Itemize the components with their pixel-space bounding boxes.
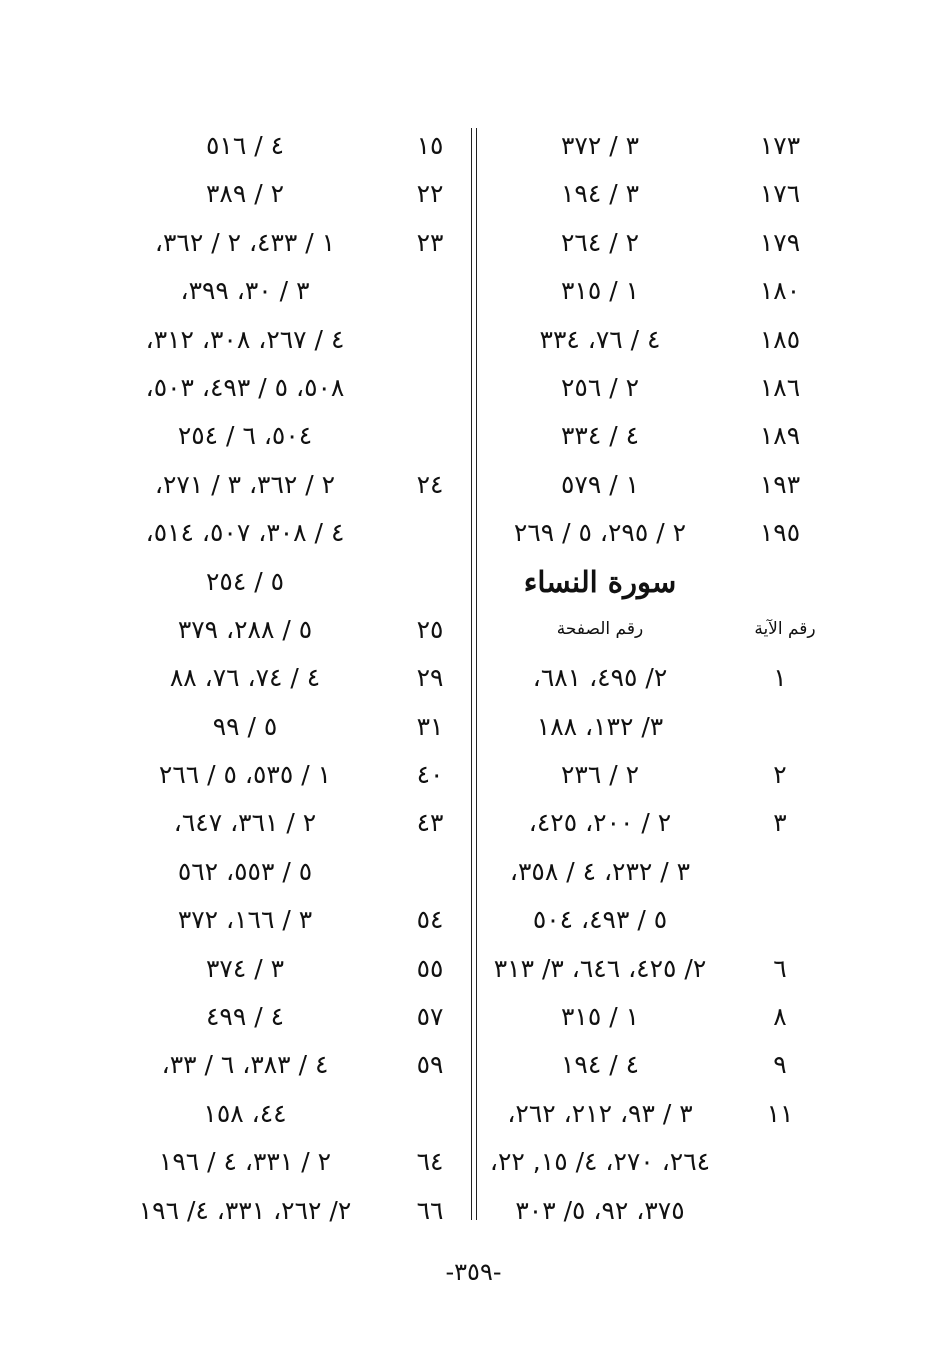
index-row (490, 1044, 820, 1092)
surah-title: سورة النساء (523, 564, 677, 599)
verse-number: ٥٤ (416, 905, 444, 935)
index-row (490, 948, 820, 996)
left-column (130, 125, 460, 1238)
page-reference: ٥ / ٥٥٣، ٥٦٢ (177, 856, 313, 886)
page-number: -٣٥٩- (445, 1258, 502, 1286)
page-reference: ١ / ٥٧٩ (560, 469, 640, 499)
page-reference: ٢/ ٤٢٥، ٦٤٦، ٣/ ٣١٣ (493, 953, 707, 983)
column-divider (471, 128, 477, 1220)
index-row (490, 996, 820, 1044)
page-reference: ٣/ ١٣٢، ١٨٨ (536, 711, 664, 741)
index-row (130, 802, 460, 850)
page-reference: ٣ / ٣٧٤ (205, 953, 285, 983)
verse-number: ٢٢ (416, 179, 444, 209)
verse-number: ٩ (773, 1050, 787, 1080)
header-page-number: رقم الصفحة (556, 618, 644, 639)
page-reference: ٤ / ٣٣٤ (560, 421, 640, 451)
page-reference: ٥ / ٢٨٨، ٣٧٩ (177, 614, 313, 644)
page-reference: ١ / ٥٣٥، ٥ / ٢٦٦ (158, 760, 332, 790)
index-row (130, 173, 460, 221)
verse-number: ٥٩ (416, 1050, 444, 1080)
verse-number: ٣١ (416, 711, 444, 741)
index-row (130, 706, 460, 754)
verse-number: ١١ (766, 1098, 794, 1128)
verse-number: ٥٧ (416, 1002, 444, 1032)
verse-number: ٢٥ (416, 614, 444, 644)
column-header-row (490, 609, 820, 657)
index-row (130, 367, 460, 415)
verse-number: ١ (773, 663, 787, 693)
index-row (130, 609, 460, 657)
verse-number: ١٧٣ (759, 131, 801, 160)
page-reference: ٣٧٥، ٩٢، ٥/ ٣٠٣ (515, 1195, 685, 1225)
index-row (490, 1093, 820, 1141)
index-row (130, 512, 460, 560)
index-row (490, 319, 820, 367)
verse-number: ٤٣ (416, 808, 444, 838)
page-reference: ٢/ ٤٩٥، ٦٨١، (532, 663, 668, 693)
verse-number: ٥٥ (416, 953, 444, 983)
index-row (130, 1044, 460, 1092)
page-reference: ٤ / ٢٦٧، ٣٠٨، ٣١٢، (145, 324, 345, 354)
page-reference: ٣ / ٩٣، ٢١٢، ٢٦٢، (507, 1098, 693, 1128)
verse-number: ١٨٥ (759, 324, 801, 354)
index-row (130, 948, 460, 996)
index-row (490, 657, 820, 705)
page-reference: ١ / ٣١٥ (560, 276, 640, 306)
index-row (490, 512, 820, 560)
index-row (130, 222, 460, 270)
index-row (130, 464, 460, 512)
page-reference: ٢ / ٣٣١، ٤ / ١٩٦ (158, 1147, 332, 1177)
index-row (490, 1141, 820, 1189)
index-row (130, 415, 460, 463)
index-row (130, 125, 460, 173)
verse-number: ١٧٩ (759, 227, 801, 257)
page-reference: ٤ / ١٩٤ (560, 1050, 640, 1080)
page-reference: ٥٠٤، ٦ / ٢٥٤ (177, 421, 313, 451)
page-reference: ٢ / ٣٦١، ٦٤٧، (173, 808, 317, 838)
page-reference: ٢ / ٣٦٢، ٣ / ٢٧١، (154, 469, 336, 499)
page-reference: ٣ / ١٩٤ (560, 179, 640, 209)
verse-number: ٦٦ (416, 1195, 444, 1225)
index-row (490, 754, 820, 802)
index-row (490, 706, 820, 754)
page-reference: ٢ / ٣٨٩ (205, 179, 285, 209)
verse-number: ١٩٣ (759, 469, 801, 499)
index-row (130, 1141, 460, 1189)
page-reference: ٢ / ٢٥٦ (560, 372, 640, 402)
verse-number: ١٨٩ (759, 421, 801, 451)
page-reference: ٥٠٨، ٥ / ٤٩٣، ٥٠٣، (145, 372, 345, 402)
header-verse-number: رقم الآية (754, 618, 816, 639)
page-reference: ٤ / ٤٩٩ (205, 1002, 285, 1032)
page-reference: ٤ / ٧٦، ٣٣٤ (539, 324, 661, 354)
page-reference: ٤ / ٣٨٣، ٦ / ٣٣، (161, 1050, 329, 1080)
index-row (490, 802, 820, 850)
verse-number: ٢٤ (416, 469, 444, 499)
index-row (130, 851, 460, 899)
page-reference: ٢ / ٢٠٠، ٤٢٥، (528, 808, 672, 838)
verse-number: ١٩٥ (759, 518, 801, 548)
index-row (130, 996, 460, 1044)
index-row (490, 270, 820, 318)
page-reference: ٢٦٤، ٢٧٠، ٤/ ١٥, ٢٢، (489, 1147, 711, 1177)
index-row (490, 125, 820, 173)
index-row (130, 270, 460, 318)
page-reference: ١ / ٤٣٣، ٢ / ٣٦٢، (154, 227, 336, 257)
index-row (490, 367, 820, 415)
page-reference: ٢/ ٢٦٢، ٣٣١، ٤/ ١٩٦ (138, 1195, 352, 1225)
verse-number: ١٥ (416, 131, 444, 160)
index-row (490, 415, 820, 463)
verse-number: ٢٩ (416, 663, 444, 693)
verse-number: ١٨٠ (759, 276, 801, 306)
page-reference: ٥ / ٩٩ (212, 711, 278, 741)
page-reference: ٤ / ٣٠٨، ٥٠٧، ٥١٤، (145, 518, 345, 548)
index-row (490, 173, 820, 221)
index-row (490, 464, 820, 512)
index-row (130, 754, 460, 802)
index-row (130, 561, 460, 609)
page-reference: ٢ / ٢٣٦ (560, 760, 640, 790)
verse-number: ٨ (773, 1002, 787, 1032)
verse-number: ٢ (773, 760, 787, 790)
verse-number: ٤٠ (416, 760, 444, 790)
verse-number: ٦ (773, 953, 787, 983)
index-row (490, 222, 820, 270)
verse-number: ١٧٦ (759, 179, 801, 209)
index-row (490, 899, 820, 947)
verse-number: ٣ (773, 808, 787, 838)
index-row (130, 657, 460, 705)
verse-number: ١٨٦ (759, 372, 801, 402)
index-row (130, 1190, 460, 1238)
index-row (130, 1093, 460, 1141)
page-reference: ٤ / ٥١٦ (205, 131, 285, 160)
page-reference: ٣ / ٢٣٢، ٤ / ٣٥٨، (509, 856, 691, 886)
page-reference: ٣ / ١٦٦، ٣٧٢ (177, 905, 313, 935)
page-reference: ٢ / ٢٩٥، ٥ / ٢٦٩ (513, 518, 687, 548)
index-row (490, 1190, 820, 1238)
index-row (490, 851, 820, 899)
page-reference: ٥ / ٤٩٣، ٥٠٤ (532, 905, 668, 935)
right-column (490, 125, 820, 1238)
page-reference: ٤٤، ١٥٨ (203, 1098, 287, 1128)
page-reference: ٥ / ٢٥٤ (205, 566, 285, 596)
page-reference: ٤ / ٧٤، ٧٦، ٨٨ (169, 663, 321, 693)
page-reference: ٣ / ٣٠، ٣٩٩، (180, 276, 310, 306)
index-row (130, 899, 460, 947)
index-row (130, 319, 460, 367)
verse-number: ٦٤ (416, 1147, 444, 1177)
surah-title-row (490, 561, 820, 609)
page-reference: ٣ / ٣٧٢ (560, 131, 640, 160)
page-reference: ١ / ٣١٥ (560, 1002, 640, 1032)
verse-number: ٢٣ (416, 227, 444, 257)
page-reference: ٢ / ٢٦٤ (560, 227, 640, 257)
